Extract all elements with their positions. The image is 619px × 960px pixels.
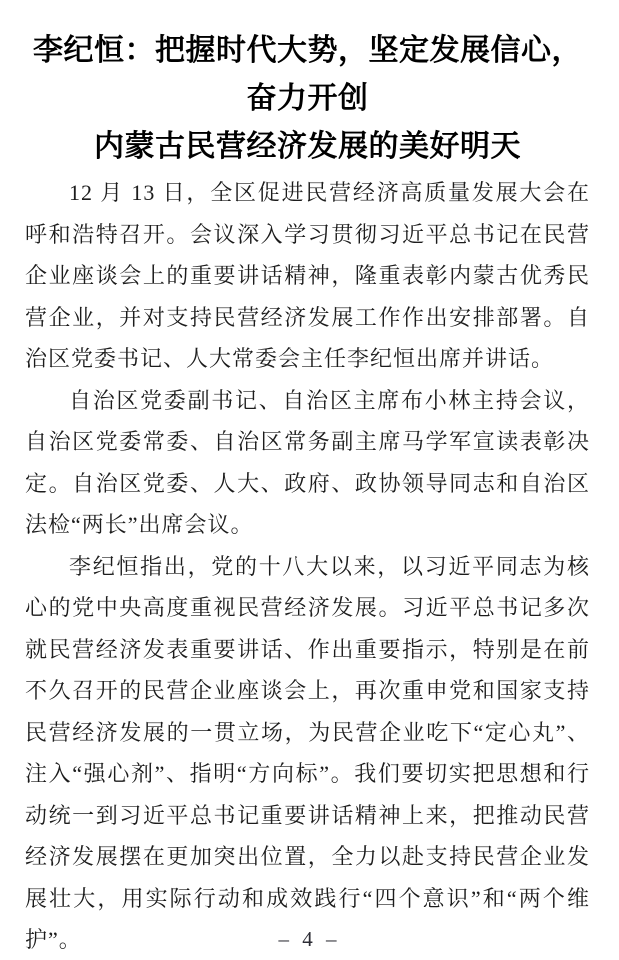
document-title-line-1: 李纪恒：把握时代大势，坚定发展信心，奋力开创 [33, 34, 582, 115]
paragraph: 李纪恒指出，党的十八大以来，以习近平同志为核心的党中央高度重视民营经济发展。习近平总书记多次就民营经济发表重要讲话、作出重要指示，特别是在前不久召开的民营企业座谈会上，再次重申党和国家支持民营经济发展的一贯立场，为民营企业吃下“定心丸”、注入“强心剂”、指明“方向标”。我们要切实把思想和行动统一到习近平总书记重要讲话精神上来，把推动民营经济发展摆在更加突出位置，全力以赴支持民营企业发展壮大，用实际行动和成效践行“四个意识”和“两个维护”。 [25, 553, 590, 952]
page-number: – 4 – [278, 927, 341, 951]
paragraph: 12 月 13 日，全区促进民营经济高质量发展大会在呼和浩特召开。会议深入学习贯彻习近平总书记在民营企业座谈会上的重要讲话精神，隆重表彰内蒙古优秀民营企业，并对支持民营经济发展工作作出安排部署。自治区党委书记、人大常委会主任李纪恒出席并讲话。 [25, 180, 590, 371]
document-title [25, 27, 590, 171]
paragraph: 自治区党委副书记、自治区主席布小林主持会议，自治区党委常委、自治区常务副主席马学军宣读表彰决定。自治区党委、人大、政府、政协领导同志和自治区法检“两长”出席会议。 [25, 387, 590, 537]
document-title-line-2: 内蒙古民营经济发展的美好明天 [94, 130, 521, 163]
document-body [25, 172, 590, 960]
